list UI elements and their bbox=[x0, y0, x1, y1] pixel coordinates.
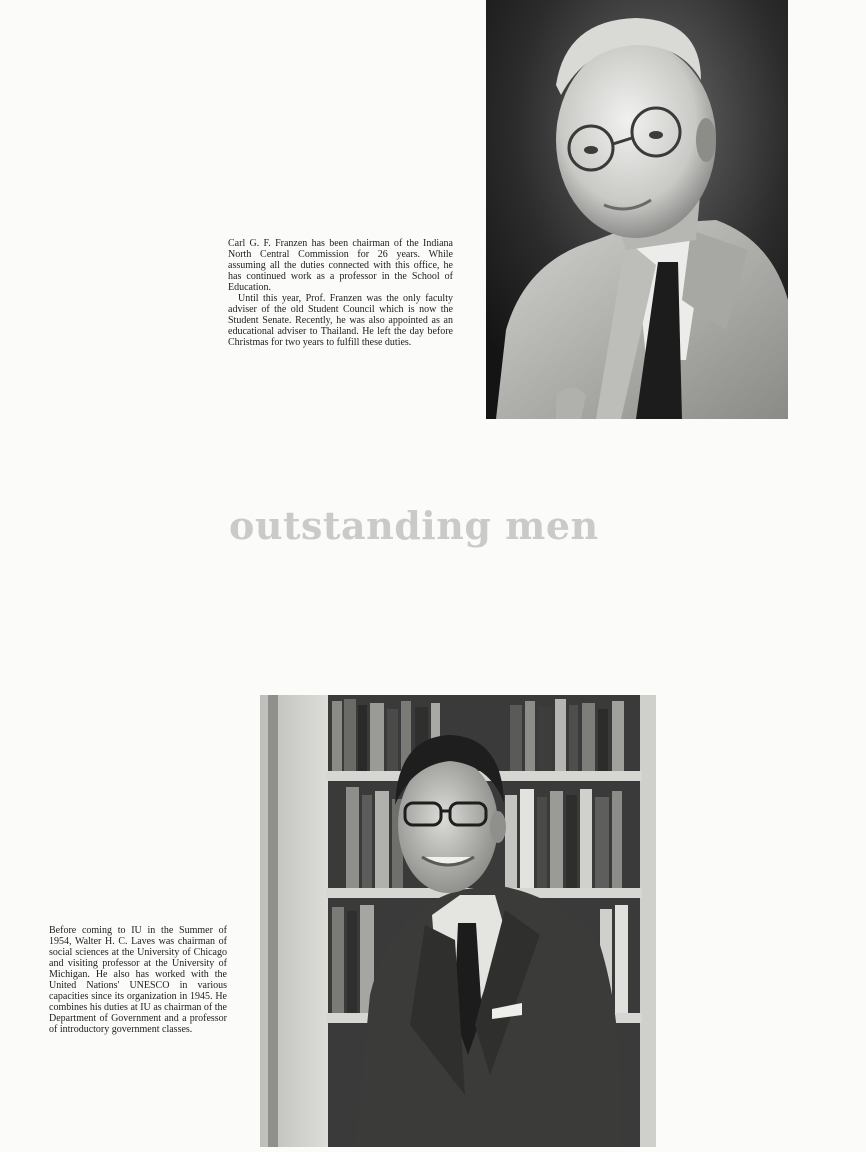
page-heading: outstanding men bbox=[229, 503, 599, 548]
franzen-portrait-image bbox=[486, 0, 788, 419]
franzen-caption-paragraph-2: Until this year, Prof. Franzen was the only faculty adviser of the old Student Council which is now the Student Senate. Recently, he was also appointed as an educational adviser to Thailand. He left the day before Christmas for two years to fulfill these duties. bbox=[228, 293, 453, 348]
laves-portrait-image bbox=[260, 695, 656, 1147]
franzen-caption-paragraph-1: Carl G. F. Franzen has been chairman of the Indiana North Central Commission for 26 years. While assuming all the duties connected with this office, he has continued work as a professor in the School of Education. bbox=[228, 238, 453, 293]
franzen-caption bbox=[228, 238, 453, 348]
franzen-portrait-photo bbox=[486, 0, 788, 419]
laves-caption bbox=[49, 925, 227, 1035]
laves-caption-paragraph-1: Before coming to IU in the Summer of 1954, Walter H. C. Laves was chairman of social sciences at the University of Chicago and visiting professor at the University of Michigan. He also has worked with the United Nations' UNESCO in various capacities since its organization in 1945. He combines his duties at IU as chairman of the Department of Government and a professor of introductory government classes. bbox=[49, 925, 227, 1035]
laves-portrait-photo bbox=[260, 695, 656, 1147]
